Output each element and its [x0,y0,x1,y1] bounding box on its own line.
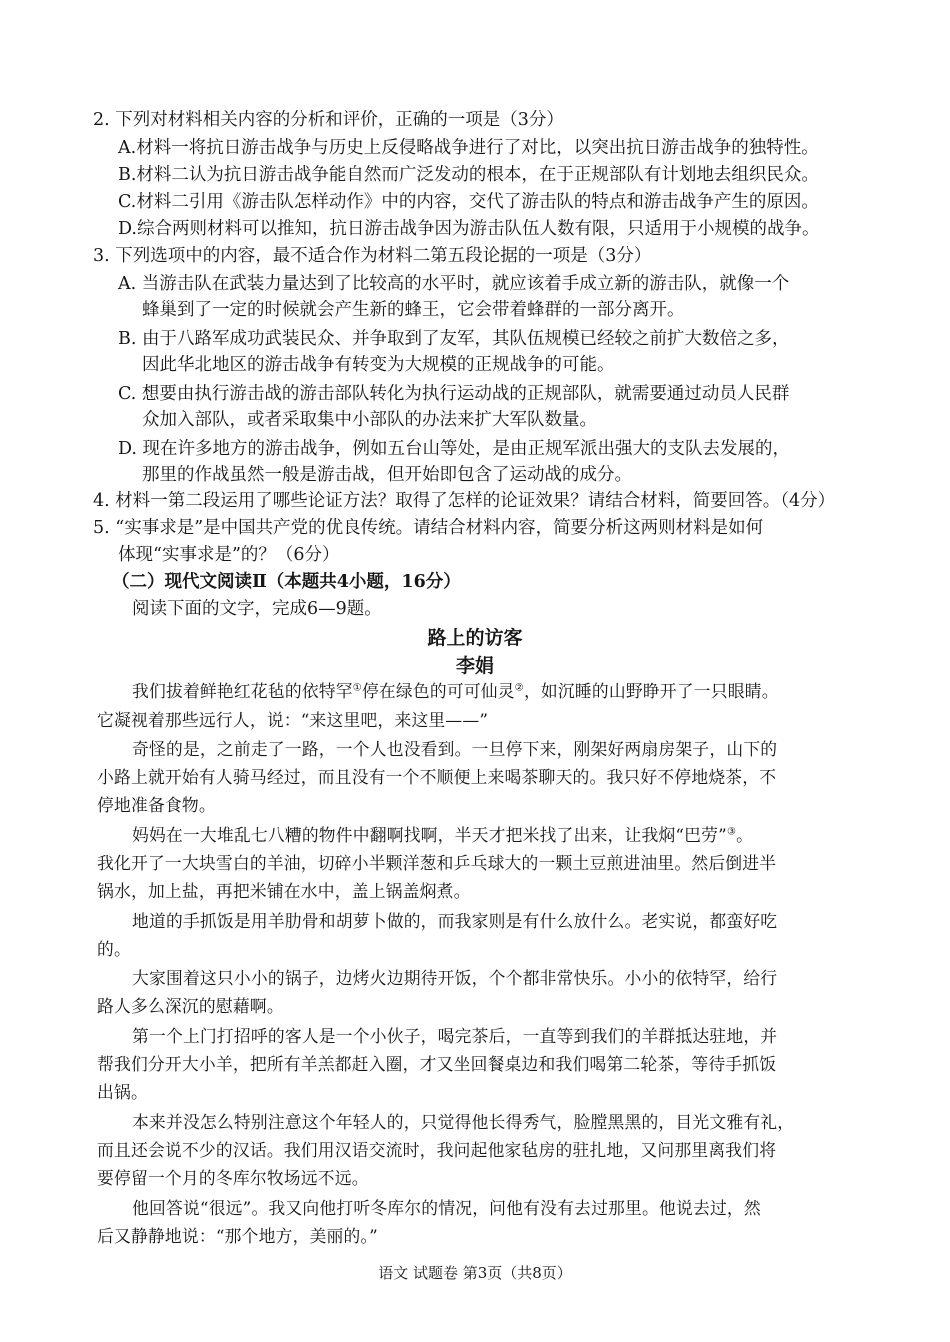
question-5: 5. “实事求是”是中国共产党的优良传统。请结合材料内容，简要分析这两则材料是如何 [93,518,764,538]
story-line: 大家围着这只小小的锅子，边烤火边期待开饭，个个都非常快乐。小小的依特罕，给行 [132,968,778,988]
question-4: 4. 材料一第二段运用了哪些论证方法？取得了怎样的论证效果？请结合材料，简要回答。（4分） [93,491,836,511]
story-line: 地道的手抓饭是用羊肋骨和胡萝卜做的，而我家则是有什么放什么。老实说，都蛮好吃 [132,911,778,931]
story-line: 我们拔着鲜艳红花毡的依特罕①停在绿色的可可仙灵②，如沉睡的山野睁开了一只眼睛。 [132,681,779,701]
story-line: 奇怪的是，之前走了一路，一个人也没看到。一旦停下来，刚架好两扇房架子，山下的 [132,739,778,759]
story-line: 它凝视着那些远行人，说：“来这里吧，来这里——” [97,710,489,730]
story-line: 第一个上门打招呼的客人是一个小伙子，喝完茶后，一直等到我们的羊群抵达驻地，并 [132,1026,778,1046]
footnote-marker: ① [352,682,362,694]
section-heading: （二）现代文阅读Ⅱ（本题共4小题，16分） [112,572,461,592]
section-instruction: 阅读下面的文字，完成6—9题。 [132,599,382,619]
story-line: 妈妈在一大堆乱七八糟的物件中翻啊找啊，半天才把米找了出来，让我焖“巴劳”③。 [132,825,754,845]
question-3-option-d-cont: 那里的作战虽然一般是游击战，但开始即包含了运动战的成分。 [142,465,632,485]
question-3-stem: 3. 下列选项中的内容，最不适合作为材料二第五段论据的一项是（3分） [93,246,652,266]
story-line: 本来并没怎么特别注意这个年轻人的，只觉得他长得秀气，脸膛黑黑的，目光文雅有礼， [132,1112,795,1132]
question-3-option-b: B. 由于八路军成功武装民众、并争取到了友军，其队伍规模已经较之前扩大数倍之多， [118,329,790,349]
question-3-option-c-cont: 众加入部队，或者采取集中小部队的办法来扩大军队数量。 [142,410,597,430]
story-line: 他回答说“很远”。我又向他打听冬库尔的情况，问他有没有去过那里。他说去过，然 [132,1198,761,1218]
question-2-option-d: D.综合两则材料可以推知，抗日游击战争因为游击队伍人数有限，只适用于小规模的战争。 [118,219,820,239]
question-3-option-a-cont: 蜂巢到了一定的时候就会产生新的蜂王，它会带着蜂群的一部分离开。 [142,300,685,320]
story-line: 我化开了一大块雪白的羊油，切碎小半颗洋葱和乒乓球大的一颗土豆煎进油里。然后倒进半 [97,853,777,873]
question-3-option-b-cont: 因此华北地区的游击战争有转变为大规模的正规战争的可能。 [142,355,615,375]
footnote-marker: ③ [726,826,737,838]
question-2-option-c: C.材料二引用《游击队怎样动作》中的内容，交代了游击队的特点和游击战争产生的原因。 [118,192,819,212]
story-line: 要停留一个月的冬库尔牧场远不远。 [97,1168,369,1188]
story-author: 李娟 [455,655,494,677]
question-2-option-b: B.材料二认为抗日游击战争能自然而广泛发动的根本，在于正规部队有计划地去组织民众。 [118,165,819,185]
story-line: 而且还会说不少的汉话。我们用汉语交流时，我问起他家毡房的驻扎地，又问那里离我们将 [97,1140,777,1160]
story-line: 出锅。 [97,1082,148,1102]
story-line: 路人多么深沉的慰藉啊。 [97,996,284,1016]
question-2-stem: 2. 下列对材料相关内容的分析和评价，正确的一项是（3分） [93,110,564,130]
question-3-option-d: D. 现在许多地方的游击战争，例如五台山等处，是由正规军派出强大的支队去发展的， [118,439,791,459]
story-line: 帮我们分开大小羊，把所有羊羔都赶入圈，才又坐回餐桌边和我们喝第二轮茶，等待手抓饭 [97,1054,777,1074]
story-line: 小路上就开始有人骑马经过，而且没有一个不顺便上来喝茶聊天的。我只好不停地烧茶，不 [97,767,777,787]
story-line: 的。 [97,939,131,959]
story-line: 后又静静地说：“那个地方，美丽的。” [97,1226,378,1246]
question-2-option-a: A.材料一将抗日游击战争与历史上反侵略战争进行了对比，以突出抗日游击战争的独特性。 [118,138,819,158]
story-line: 锅水，加上盐，再把米铺在水中，盖上锅盖焖煮。 [97,881,471,901]
question-3-option-c: C. 想要由执行游击战的游击部队转化为执行运动战的正规部队，就需要通过动员人民群 [118,384,790,404]
story-line: 停地准备食物。 [97,795,216,815]
question-5-cont: 体现“实事求是”的？（6分） [118,545,340,565]
page-footer: 语文 试题卷 第3页（共8页） [378,1264,572,1282]
footnote-marker: ② [514,682,524,694]
question-3-option-a: A. 当游击队在武装力量达到了比较高的水平时，就应该着手成立新的游击队，就像一个 [118,274,790,294]
story-title: 路上的访客 [427,627,523,649]
